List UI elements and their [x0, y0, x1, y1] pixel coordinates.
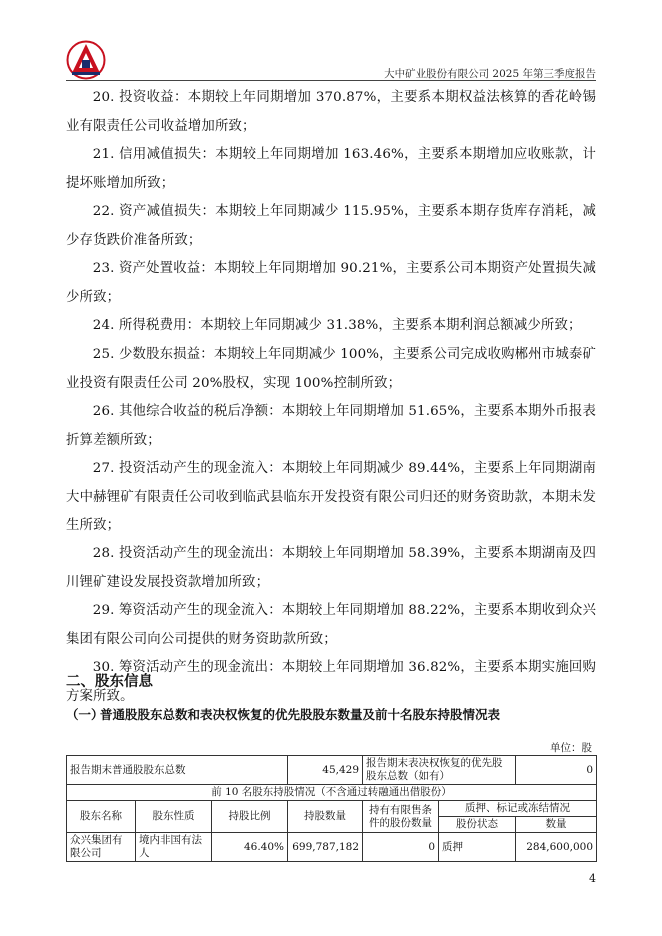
list-item: 28. 投资活动产生的现金流出：本期较上年同期增加 58.39%，主要系本期湖南及四川锂矿建设发展投资款增加所致；	[66, 546, 596, 590]
header-holding-ratio: 持股比例	[212, 801, 288, 833]
page-number: 4	[589, 872, 596, 885]
sub-section-number: （一）	[66, 707, 104, 722]
sub-section-title	[66, 705, 500, 723]
preferred-holders-value: 0	[516, 756, 597, 785]
shareholders-table	[66, 755, 597, 862]
list-item: 29. 筹资活动产生的现金流入：本期较上年同期增加 88.22%，主要系本期收到众兴集团有限公司向公司提供的财务资助款所致；	[66, 603, 596, 647]
holder-nature: 境内非国有法人	[136, 833, 212, 862]
header-pledge-group: 质押、标记或冻结情况	[439, 801, 597, 817]
total-holders-value: 45,429	[288, 756, 363, 785]
table-row	[67, 785, 597, 801]
table-row	[67, 756, 597, 785]
header-holder-nature: 股东性质	[136, 801, 212, 833]
list-item: 20. 投资收益：本期较上年同期增加 370.87%，主要系本期权益法核算的香花岭锡业有限责任公司收益增加所致；	[66, 90, 596, 134]
list-item: 23. 资产处置收益：本期较上年同期增加 90.21%，主要系公司本期资产处置损失减少所致；	[66, 261, 596, 305]
list-item: 24. 所得税费用：本期较上年同期减少 31.38%，主要系本期利润总额减少所致；	[92, 318, 582, 333]
total-holders-label: 报告期末普通股股东总数	[67, 756, 288, 785]
section-title: 二、股东信息	[66, 674, 153, 690]
sub-section-text: 普通股股东总数和表决权恢复的优先股股东数量及前十名股东持股情况表	[100, 707, 501, 722]
share-status: 质押	[439, 833, 516, 862]
list-item: 30. 筹资活动产生的现金流出：本期较上年同期增加 36.82%，主要系本期实施回购方案所致。	[66, 660, 596, 704]
header-pledge-count: 数量	[516, 817, 597, 833]
list-item: 22. 资产减值损失：本期较上年同期减少 115.95%，主要系本期存货库存消耗，减少存货跌价准备所致；	[66, 204, 596, 248]
company-logo	[66, 40, 106, 80]
header-holder-name: 股东名称	[67, 801, 136, 833]
header-divider	[66, 80, 596, 81]
header-holding-qty: 持股数量	[288, 801, 363, 833]
holder-name: 众兴集团有限公司	[67, 833, 136, 862]
pledge-count: 284,600,000	[516, 833, 597, 862]
list-item: 27. 投资活动产生的现金流入：本期较上年同期减少 89.44%，主要系上年同期湖南大中赫锂矿有限责任公司收到临武县临东开发投资有限公司归还的财务资助款，本期未发生所致；	[66, 461, 596, 533]
top10-title: 前 10 名股东持股情况（不含通过转融通出借股份）	[67, 785, 597, 801]
table-header-row	[67, 801, 597, 817]
list-item: 25. 少数股东损益：本期较上年同期减少 100%，主要系公司完成收购郴州市城泰矿业投资有限责任公司 20%股权，实现 100%控制所致；	[66, 347, 596, 391]
table-row	[67, 833, 597, 862]
report-header-title: 大中矿业股份有限公司 2025 年第三季度报告	[384, 68, 596, 80]
holding-qty: 699,787,182	[288, 833, 363, 862]
unit-label: 单位：股	[550, 742, 592, 754]
header-share-status: 股份状态	[439, 817, 516, 833]
holding-ratio: 46.40%	[212, 833, 288, 862]
list-item: 26. 其他综合收益的税后净额：本期较上年同期增加 51.65%，主要系本期外币报表折算差额所致；	[66, 404, 596, 448]
restricted-shares: 0	[363, 833, 439, 862]
preferred-holders-label: 报告期末表决权恢复的优先股股东总数（如有）	[363, 756, 516, 785]
list-item: 21. 信用减值损失：本期较上年同期增加 163.46%，主要系本期增加应收账款，计提坏账增加所致；	[66, 147, 596, 191]
header-restricted-shares: 持有有限售条件的股份数量	[363, 801, 439, 833]
